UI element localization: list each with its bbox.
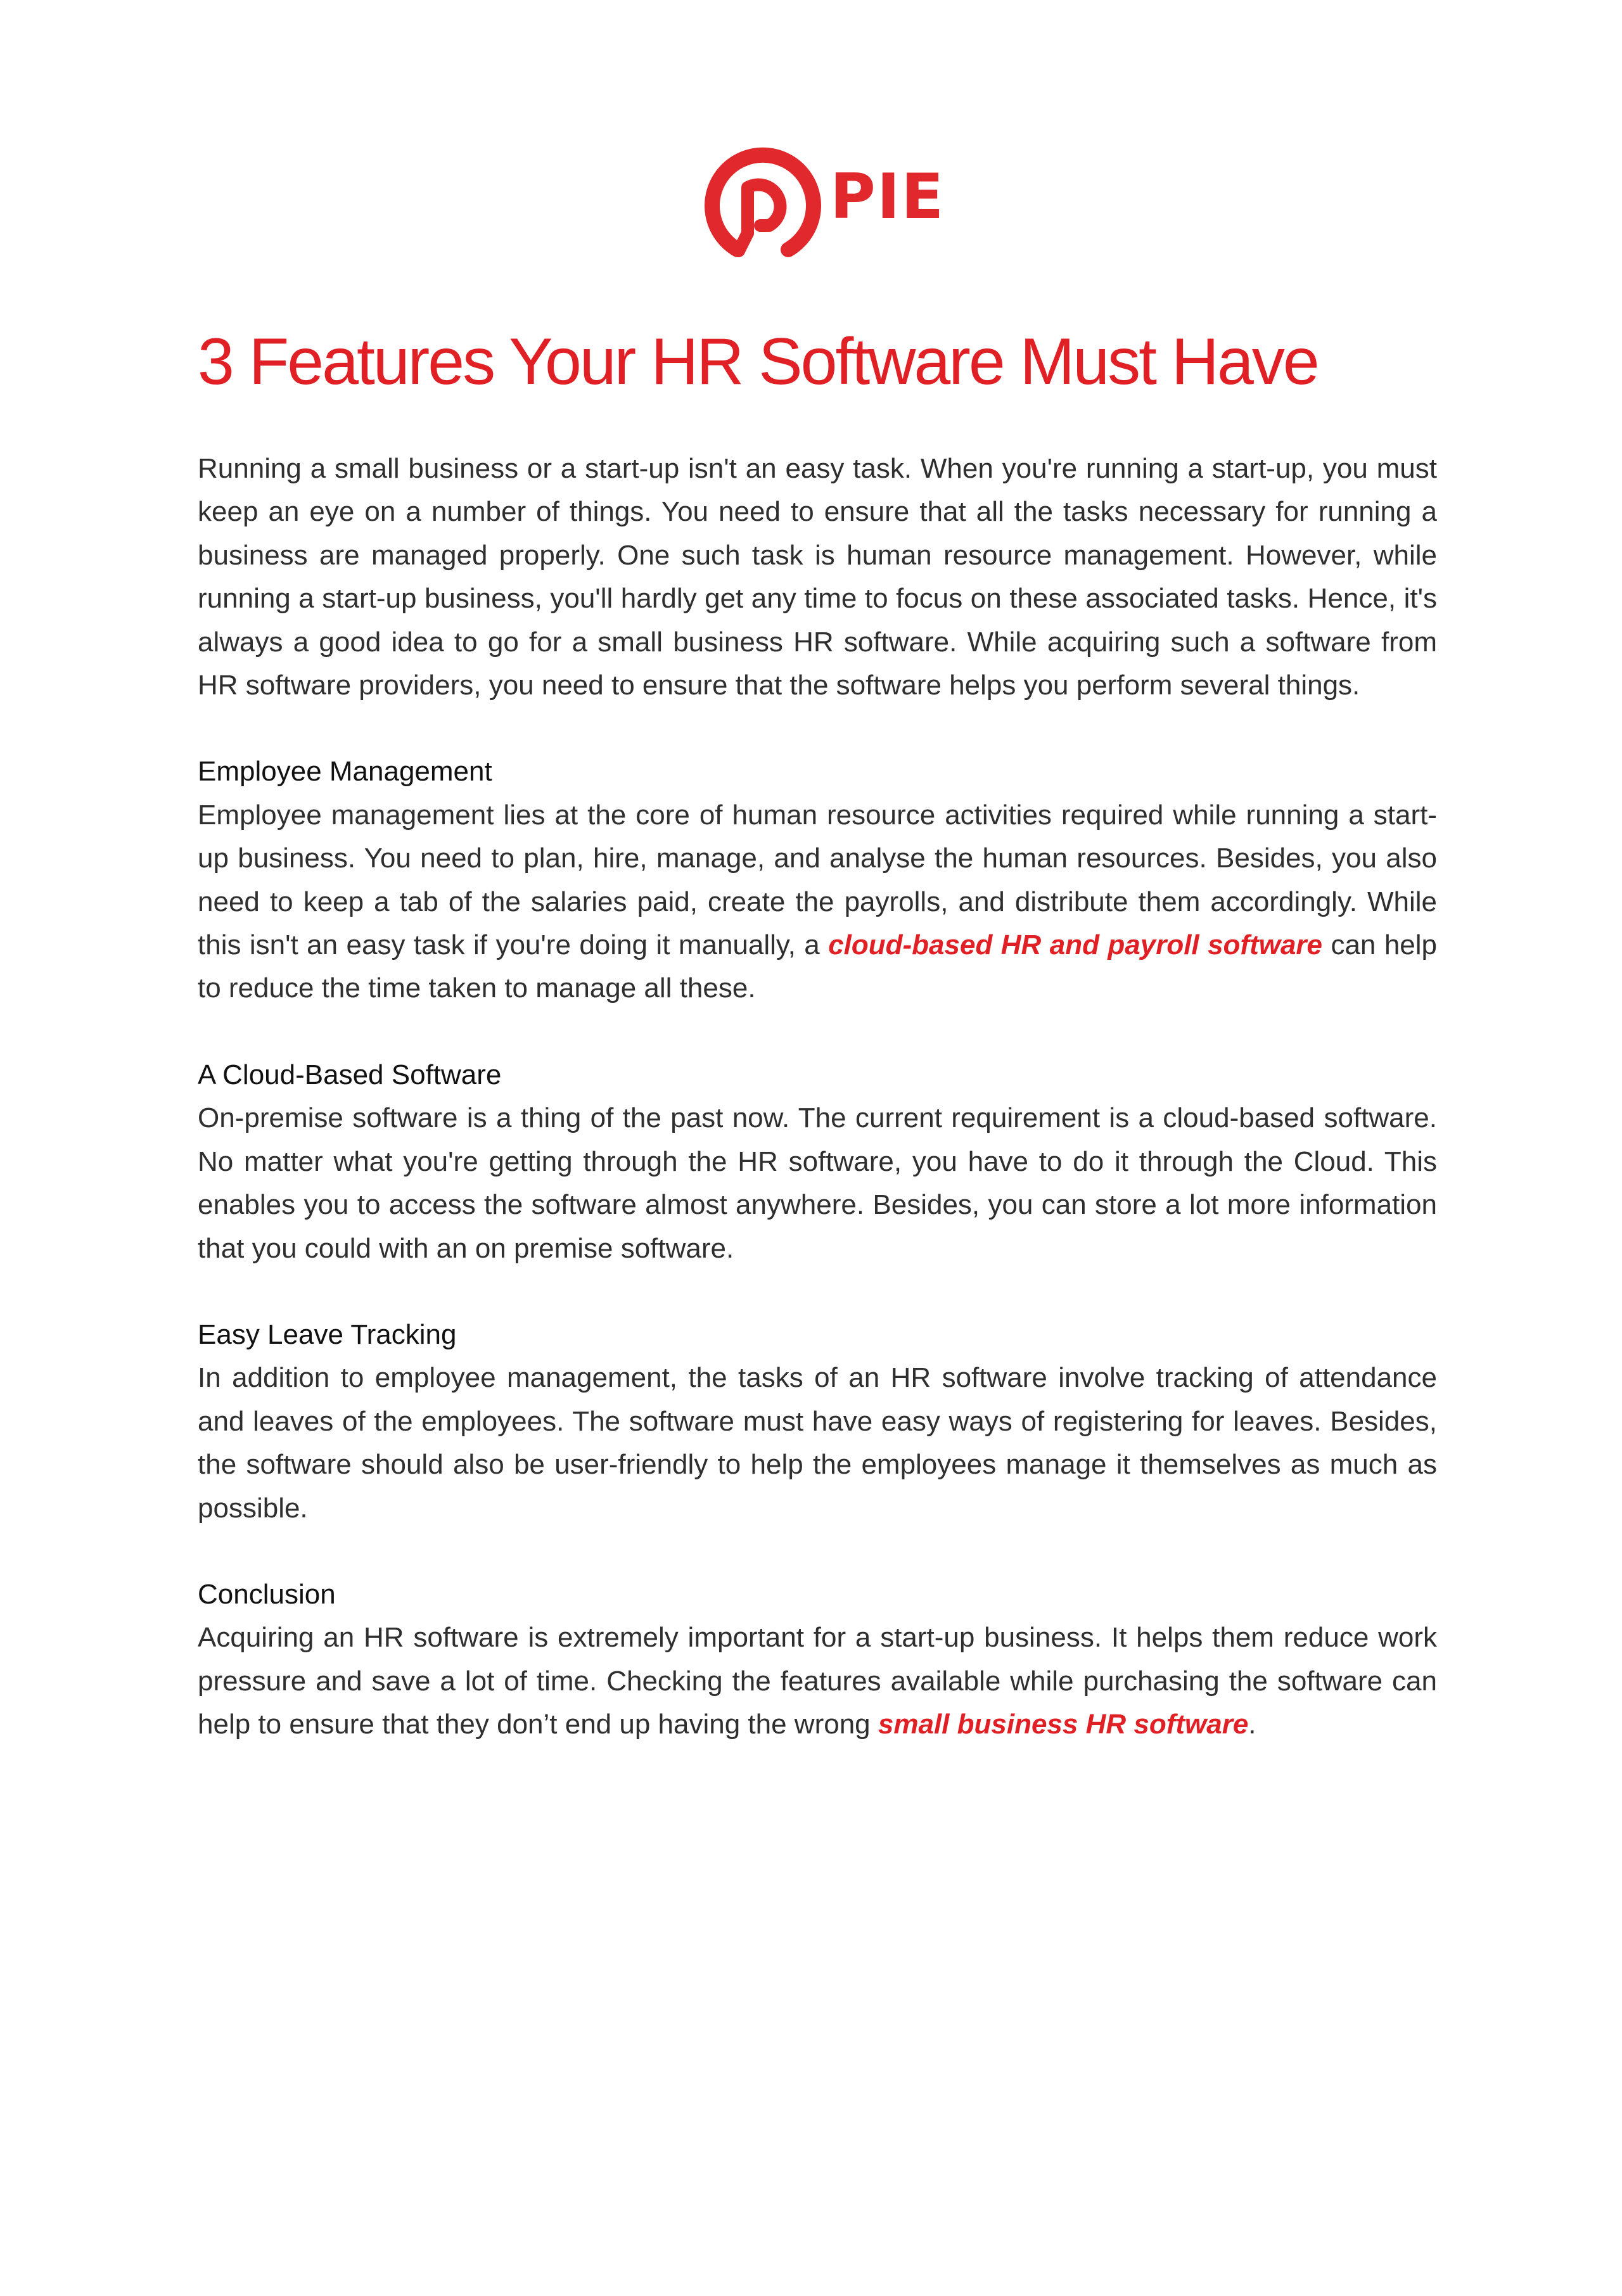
cloud-hr-payroll-link[interactable]: cloud-based HR and payroll software	[828, 929, 1323, 961]
section-employee-management	[198, 750, 1437, 1010]
section-easy-leave-tracking	[198, 1313, 1437, 1530]
section-heading: A Cloud-Based Software	[198, 1059, 502, 1090]
intro-paragraph: Running a small business or a start-up isn't an easy task. When you're running a start-up, you must keep an eye on a number of things. You need to ensure that all the tasks necessary for running a business are managed properly. One such task is human resource management. However, while running a start-up business, you'll hardly get any time to focus on these associated tasks. Hence, it's always a good idea to go for a small business HR software. While acquiring such a software from HR software providers, you need to ensure that the software helps you perform several things.	[198, 453, 1437, 701]
logo-wordmark: PIE	[830, 161, 945, 233]
section-heading: Conclusion	[198, 1578, 336, 1610]
paragraph-text: .	[1248, 1709, 1256, 1740]
section-conclusion	[198, 1573, 1437, 1747]
pie-logo	[698, 138, 945, 271]
section-heading: Employee Management	[198, 756, 492, 788]
section-paragraph	[198, 1616, 1437, 1746]
paragraph-text: can help to reduce the time taken to manage all these.	[198, 929, 1438, 1004]
article-body	[198, 447, 1437, 1790]
section-heading: Easy Leave Tracking	[198, 1318, 457, 1350]
section-paragraph	[198, 794, 1437, 1011]
paragraph-text: Acquiring an HR software is extremely important for a start-up business. It helps them reduce work pressure and save a lot of time. Checking the features available while purchasing the software can help to ensure that they don’t end up having the wrong	[198, 1622, 1437, 1740]
pie-logo-icon	[698, 138, 825, 271]
paragraph-text: Employee management lies at the core of human resource activities required while running a start-up business. You need to plan, hire, manage, and analyse the human resources. Besides, you also need to keep a tab of the salaries paid, create the payrolls, and distribute them accordingly. While this isn't an easy task if you're doing it manually, a	[198, 799, 1437, 961]
section-cloud-based-software	[198, 1054, 1437, 1270]
section-paragraph: On-premise software is a thing of the past now. The current requirement is a cloud-based software. No matter what you're getting through the HR software, you have to do it through the Cloud. This enables you to access the software almost anywhere. Besides, you can store a lot more information that you could with an on premise software.	[198, 1102, 1437, 1264]
page-title: 3 Features Your HR Software Must Have	[198, 325, 1318, 399]
small-business-hr-software-link[interactable]: small business HR software	[878, 1709, 1249, 1740]
section-paragraph: In addition to employee management, the tasks of an HR software involve tracking of attendance and leaves of the employees. The software must have easy ways of registering for leaves. Besides, the software should also be user-friendly to help the employees manage it themselves as much as possible.	[198, 1362, 1437, 1524]
